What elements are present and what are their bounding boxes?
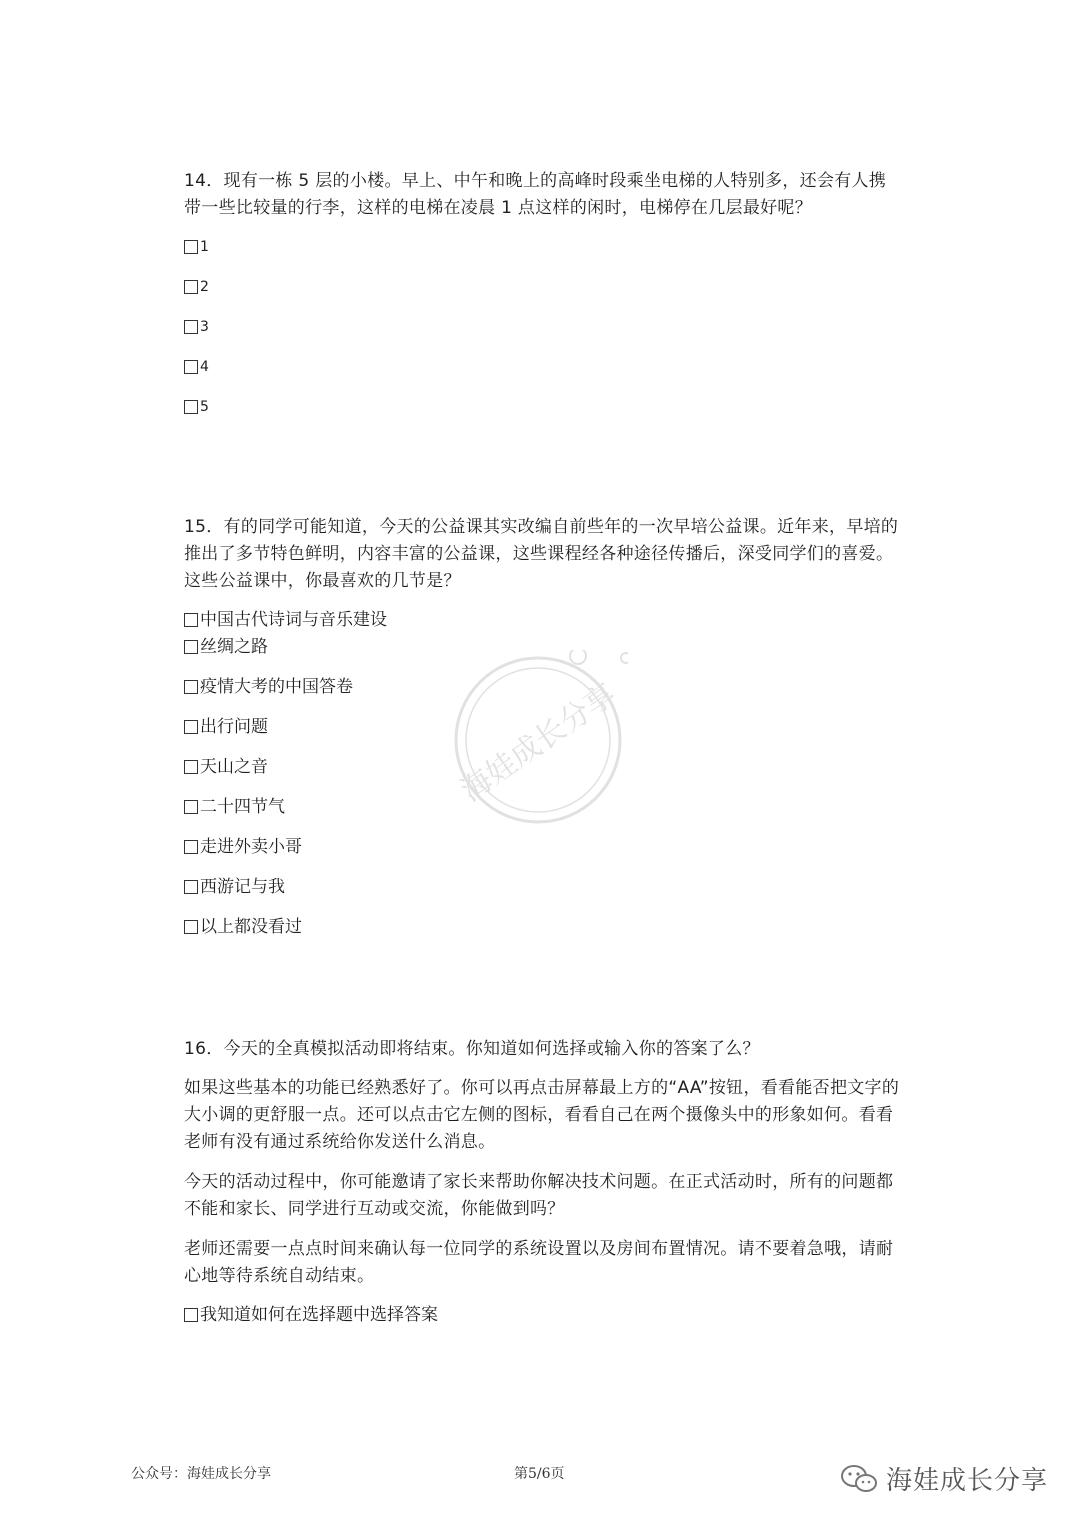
- q16-paragraph-1: [184, 1075, 900, 1156]
- option-label: 5: [200, 399, 209, 415]
- q14-option-5[interactable]: [184, 396, 209, 418]
- option-label: 2: [200, 279, 209, 295]
- watermark-text: 海娃成长分享: [454, 676, 623, 809]
- checkbox-icon[interactable]: [184, 760, 198, 774]
- q14-option-3[interactable]: [184, 316, 209, 338]
- option-label: 丝绸之路: [200, 637, 268, 657]
- q14-option-4[interactable]: [184, 356, 209, 378]
- checkbox-icon[interactable]: [184, 680, 198, 694]
- q15-option-5[interactable]: [184, 756, 268, 778]
- paragraph-text: 老师还需要一点点时间来确认每一位同学的系统设置以及房间布置情况。请不要着急哦，请耐心地等待系统自动结束。: [184, 1239, 894, 1286]
- option-label: 3: [200, 319, 209, 335]
- q14-option-1[interactable]: [184, 236, 209, 258]
- watermark-seal-icon: [448, 650, 628, 830]
- option-label: 天山之音: [200, 757, 268, 777]
- checkbox-icon[interactable]: [184, 880, 198, 894]
- checkbox-icon[interactable]: [184, 800, 198, 814]
- option-label: 西游记与我: [200, 877, 285, 897]
- q16-paragraph-2: [184, 1169, 900, 1223]
- option-label: 4: [200, 359, 209, 375]
- q15-option-9[interactable]: [184, 916, 302, 938]
- brand-mark: [840, 1460, 1048, 1497]
- q15-option-4[interactable]: [184, 716, 268, 738]
- q15-option-7[interactable]: [184, 836, 302, 858]
- wechat-icon: [840, 1464, 878, 1494]
- checkbox-icon[interactable]: [184, 840, 198, 854]
- page-number: 第5/6页: [514, 1466, 565, 1482]
- checkbox-icon[interactable]: [184, 400, 198, 414]
- q15-option-8[interactable]: [184, 876, 285, 898]
- checkbox-icon[interactable]: [184, 720, 198, 734]
- q15-option-2[interactable]: [184, 636, 268, 658]
- q15-option-3[interactable]: [184, 676, 353, 698]
- checkbox-icon[interactable]: [184, 1308, 198, 1322]
- question-15: [184, 514, 900, 595]
- question-14: [184, 168, 900, 222]
- checkbox-icon[interactable]: [184, 320, 198, 334]
- question-16-text: 16．今天的全真模拟活动即将结束。你知道如何选择或输入你的答案了么？: [184, 1039, 760, 1059]
- checkbox-icon[interactable]: [184, 280, 198, 294]
- checkbox-icon[interactable]: [184, 240, 198, 254]
- option-label: 1: [200, 239, 209, 255]
- option-label: 以上都没看过: [200, 917, 302, 937]
- footer-account: 公众号：海娃成长分享: [131, 1466, 271, 1482]
- paragraph-text: 今天的活动过程中，你可能邀请了家长来帮助你解决技术问题。在正式活动时，所有的问题都不能和家长、同学进行互动或交流，你能做到吗？: [184, 1172, 894, 1219]
- option-label: 我知道如何在选择题中选择答案: [200, 1305, 438, 1325]
- q16-option-1[interactable]: [184, 1304, 438, 1326]
- checkbox-icon[interactable]: [184, 640, 198, 654]
- q16-paragraph-3: [184, 1236, 900, 1290]
- q15-option-1[interactable]: [184, 609, 387, 631]
- checkbox-icon[interactable]: [184, 920, 198, 934]
- paragraph-text: 如果这些基本的功能已经熟悉好了。你可以再点击屏幕最上方的“AA”按钮，看看能否把文字的大小调的更舒服一点。还可以点击它左侧的图标，看看自己在两个摄像头中的形象如何。看看老师有没有通过系统给你发送什么消息。: [184, 1078, 900, 1152]
- brand-name: 海娃成长分享: [886, 1466, 1049, 1496]
- checkbox-icon[interactable]: [184, 360, 198, 374]
- option-label: 二十四节气: [200, 797, 285, 817]
- option-label: 疫情大考的中国答卷: [200, 677, 353, 697]
- q15-option-6[interactable]: [184, 796, 285, 818]
- question-14-text: 14．现有一栋 5 层的小楼。早上、中午和晚上的高峰时段乘坐电梯的人特别多，还会有人携带一些比较量的行李，这样的电梯在凌晨 1 点这样的闲时，电梯停在几层最好呢？: [184, 171, 887, 218]
- option-label: 走进外卖小哥: [200, 837, 302, 857]
- checkbox-icon[interactable]: [184, 613, 198, 627]
- option-label: 中国古代诗词与音乐建设: [200, 610, 387, 630]
- question-16: [184, 1036, 900, 1063]
- question-15-text: 15．有的同学可能知道，今天的公益课其实改编自前些年的一次早培公益课。近年来，早培的推出了多节特色鲜明，内容丰富的公益课，这些课程经各种途径传播后，深受同学们的喜爱。这些公益课中，你最喜欢的几节是？: [184, 517, 899, 591]
- q14-option-2[interactable]: [184, 276, 209, 298]
- option-label: 出行问题: [200, 717, 268, 737]
